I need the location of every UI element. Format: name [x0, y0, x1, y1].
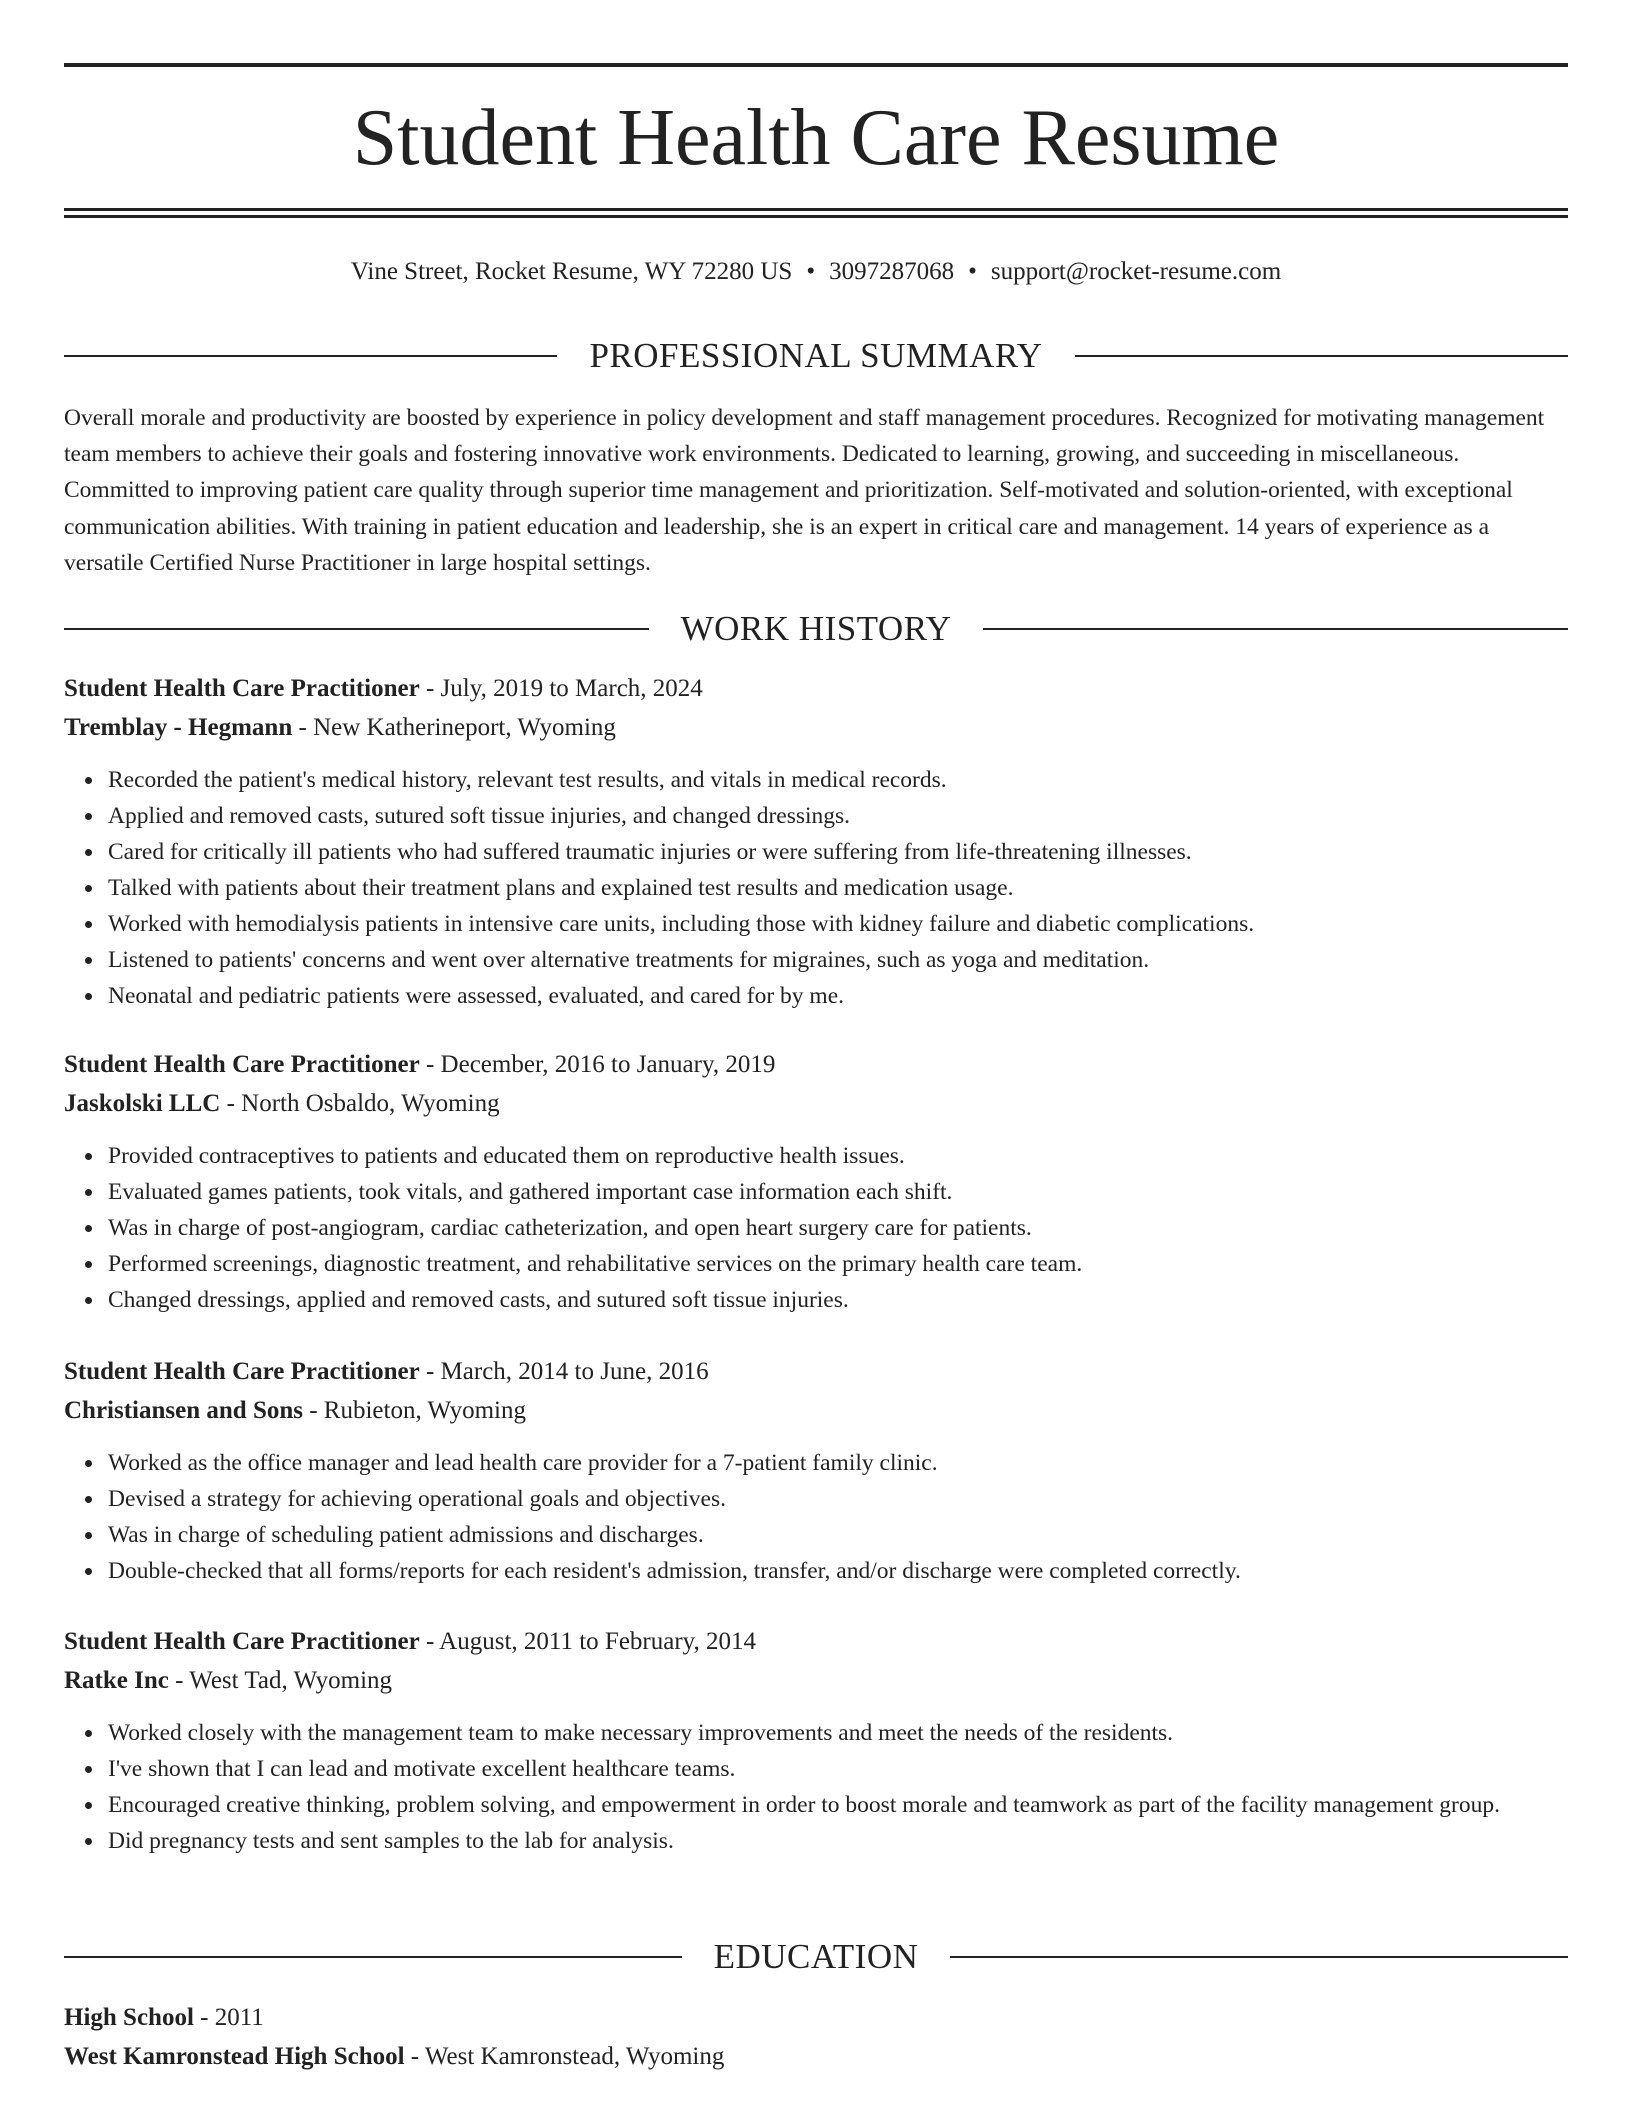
job-dates: - December, 2016 to January, 2019	[419, 1051, 776, 1078]
education-year: - 2011	[193, 2004, 264, 2031]
job-dates: - August, 2011 to February, 2014	[419, 1628, 757, 1655]
job-company-line	[64, 708, 1568, 747]
list-item: Encouraged creative thinking, problem solving, and empowerment in order to boost morale and teamwork as part of the facility management group.	[108, 1787, 1568, 1823]
title-underline-upper	[64, 208, 1568, 211]
list-item: Provided contraceptives to patients and educated them on reproductive health issues.	[108, 1138, 1568, 1174]
heading-rule-right	[1075, 355, 1568, 357]
list-item: Devised a strategy for achieving operational goals and objectives.	[108, 1481, 1568, 1517]
job-title: Student Health Care Practitioner	[64, 1051, 420, 1078]
contact-separator: •	[806, 258, 816, 285]
job-dates: - July, 2019 to March, 2024	[419, 675, 703, 702]
job-title: Student Health Care Practitioner	[64, 675, 420, 702]
job-company-line	[64, 1084, 1568, 1123]
list-item: Evaluated games patients, took vitals, and gathered important case information each shift.	[108, 1174, 1568, 1210]
list-item: Was in charge of post-angiogram, cardiac catheterization, and open heart surgery care for patients.	[108, 1210, 1568, 1246]
job-company: Tremblay - Hegmann	[64, 714, 293, 741]
list-item: Changed dressings, applied and removed casts, and sutured soft tissue injuries.	[108, 1282, 1568, 1318]
job-entry	[64, 1352, 1568, 1589]
section-heading-education	[64, 1935, 1568, 1979]
job-company: Ratke Inc	[64, 1667, 169, 1694]
job-location: - Rubieton, Wyoming	[302, 1397, 527, 1424]
list-item: Listened to patients' concerns and went over alternative treatments for migraines, such as yoga and meditation.	[108, 942, 1568, 978]
job-dates: - March, 2014 to June, 2016	[419, 1358, 709, 1385]
list-item: Worked with hemodialysis patients in intensive care units, including those with kidney failure and diabetic complications.	[108, 906, 1568, 942]
job-location: - New Katherineport, Wyoming	[292, 714, 616, 741]
contact-phone: 3097287068	[829, 258, 955, 285]
job-title-line	[64, 1622, 1568, 1661]
list-item: Applied and removed casts, sutured soft tissue injuries, and changed dressings.	[108, 798, 1568, 834]
job-company-line	[64, 1661, 1568, 1700]
education-degree-line	[64, 1998, 1568, 2037]
heading-rule-left	[64, 355, 557, 357]
section-title: EDUCATION	[713, 1937, 919, 1976]
list-item: Recorded the patient's medical history, relevant test results, and vitals in medical records.	[108, 762, 1568, 798]
heading-rule-left	[64, 628, 649, 630]
job-title: Student Health Care Practitioner	[64, 1358, 420, 1385]
section-heading-summary	[64, 334, 1568, 378]
job-entry	[64, 669, 1568, 1014]
job-bullets	[64, 1445, 1568, 1589]
section-title: WORK HISTORY	[680, 609, 952, 648]
heading-rule-left	[64, 1956, 682, 1958]
job-bullets	[64, 762, 1568, 1014]
title-underline-lower	[64, 215, 1568, 218]
top-rule	[64, 63, 1568, 67]
job-location: - North Osbaldo, Wyoming	[220, 1090, 500, 1117]
education-location: - West Kamronstead, Wyoming	[404, 2043, 725, 2070]
list-item: Cared for critically ill patients who had suffered traumatic injuries or were suffering from life-threatening illnesses.	[108, 834, 1568, 870]
job-entry	[64, 1622, 1568, 1859]
education-entry	[64, 1998, 1568, 2076]
heading-rule-right	[983, 628, 1568, 630]
job-entry	[64, 1045, 1568, 1318]
resume-title: Student Health Care Resume	[352, 94, 1280, 182]
contact-separator: •	[968, 258, 977, 285]
section-title: PROFESSIONAL SUMMARY	[589, 336, 1043, 375]
list-item: I've shown that I can lead and motivate excellent healthcare teams.	[108, 1751, 1568, 1787]
list-item: Did pregnancy tests and sent samples to the lab for analysis.	[108, 1823, 1568, 1859]
education-school-line	[64, 2037, 1568, 2076]
list-item: Worked as the office manager and lead health care provider for a 7-patient family clinic.	[108, 1445, 1568, 1481]
job-company: Jaskolski LLC	[64, 1090, 221, 1117]
contact-email: support@rocket-resume.com	[990, 258, 1282, 285]
education-school: West Kamronstead High School	[64, 2043, 405, 2070]
job-title-line	[64, 1352, 1568, 1391]
heading-rule-right	[950, 1956, 1568, 1958]
job-title: Student Health Care Practitioner	[64, 1628, 420, 1655]
list-item: Neonatal and pediatric patients were assessed, evaluated, and cared for by me.	[108, 978, 1568, 1014]
list-item: Double-checked that all forms/reports for each resident's admission, transfer, and/or discharge were completed correctly.	[108, 1553, 1568, 1589]
job-bullets	[64, 1138, 1568, 1318]
section-heading-work-history	[64, 607, 1568, 651]
job-company: Christiansen and Sons	[64, 1397, 303, 1424]
job-location: - West Tad, Wyoming	[168, 1667, 393, 1694]
contact-address: Vine Street, Rocket Resume, WY 72280 US	[350, 258, 793, 285]
job-bullets	[64, 1715, 1568, 1859]
professional-summary: Overall morale and productivity are boosted by experience in policy development and staff management procedures. Recognized for motivating management team members to achieve their goals and fostering innovative work environments. Dedicated to learning, growing, and succeeding in miscellaneous. Committed to improving patient care quality through superior time management and prioritization. Self-motivated and solution-oriented, with exceptional communication abilities. With training in patient education and leadership, she is an expert in critical care and management. 14 years of experience as a versatile Certified Nurse Practitioner in large hospital settings.	[64, 405, 1545, 576]
job-company-line	[64, 1391, 1568, 1430]
list-item: Performed screenings, diagnostic treatment, and rehabilitative services on the primary health care team.	[108, 1246, 1568, 1282]
list-item: Worked closely with the management team to make necessary improvements and meet the needs of the residents.	[108, 1715, 1568, 1751]
contact-line	[64, 254, 1568, 290]
job-title-line	[64, 1045, 1568, 1084]
list-item: Talked with patients about their treatment plans and explained test results and medication usage.	[108, 870, 1568, 906]
education-degree: High School	[64, 2004, 194, 2031]
job-title-line	[64, 669, 1568, 708]
list-item: Was in charge of scheduling patient admissions and discharges.	[108, 1517, 1568, 1553]
